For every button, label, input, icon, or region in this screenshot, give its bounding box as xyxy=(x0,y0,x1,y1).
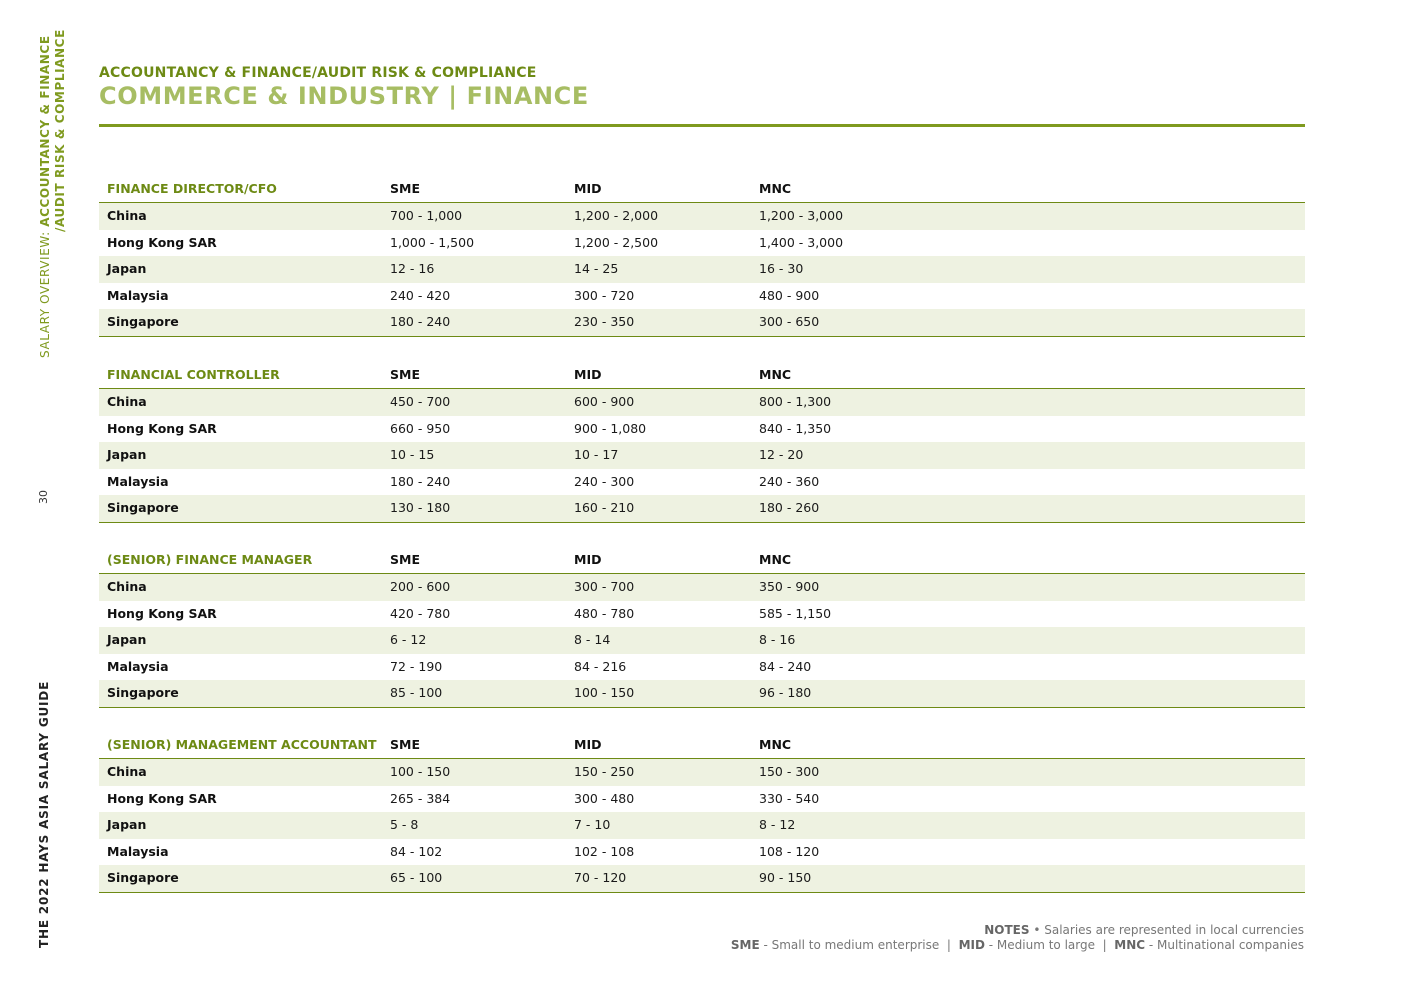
country-cell: Singapore xyxy=(107,870,179,885)
country-cell: China xyxy=(107,394,147,409)
salary-cell: 100 - 150 xyxy=(574,685,635,700)
notes-label: NOTES xyxy=(984,923,1030,937)
column-header: SME xyxy=(390,552,420,567)
salary-cell: 300 - 650 xyxy=(759,314,820,329)
salary-cell: 300 - 720 xyxy=(574,287,635,303)
salary-cell: 85 - 100 xyxy=(390,685,443,700)
country-cell: Singapore xyxy=(107,685,179,700)
salary-cell: 585 - 1,150 xyxy=(759,605,832,621)
column-header: MNC xyxy=(759,737,792,752)
salary-cell: 660 - 950 xyxy=(390,420,451,436)
salary-cell: 300 - 480 xyxy=(574,790,635,806)
salary-cell: 160 - 210 xyxy=(574,500,635,515)
salary-cell: 600 - 900 xyxy=(574,394,635,409)
salary-cell: 65 - 100 xyxy=(390,870,443,885)
salary-cell: 8 - 14 xyxy=(574,632,611,647)
salary-table xyxy=(99,732,1305,893)
table-row xyxy=(99,654,1305,681)
table-row xyxy=(99,256,1305,283)
page-header xyxy=(99,64,1305,127)
salary-cell: 84 - 102 xyxy=(390,843,443,859)
page-title: COMMERCE & INDUSTRY | FINANCE xyxy=(99,82,589,110)
salary-cell: 420 - 780 xyxy=(390,605,451,621)
salary-cell: 1,200 - 2,000 xyxy=(574,208,659,223)
salary-cell: 1,400 - 3,000 xyxy=(759,234,844,250)
salary-cell: 350 - 900 xyxy=(759,579,820,594)
salary-cell: 265 - 384 xyxy=(390,790,451,806)
salary-cell: 14 - 25 xyxy=(574,261,619,276)
sidebar-overview-topic-line2: /AUDIT RISK & COMPLIANCE xyxy=(53,29,67,232)
salary-cell: 240 - 360 xyxy=(759,473,820,489)
table-row xyxy=(99,309,1305,336)
column-header: SME xyxy=(390,367,420,382)
mnc-label: MNC xyxy=(1114,938,1146,952)
guide-title: THE 2022 HAYS ASIA SALARY GUIDE xyxy=(37,680,51,948)
notes xyxy=(731,923,1304,953)
salary-cell: 150 - 250 xyxy=(574,764,635,779)
table-header-row xyxy=(99,547,1305,574)
salary-cell: 240 - 300 xyxy=(574,473,635,489)
role-title: FINANCE DIRECTOR/CFO xyxy=(107,181,277,196)
country-cell: Hong Kong SAR xyxy=(107,605,217,621)
column-header: MID xyxy=(574,367,602,382)
table-row xyxy=(99,812,1305,839)
sme-label: SME xyxy=(730,938,760,952)
salary-cell: 90 - 150 xyxy=(759,870,812,885)
column-header: MID xyxy=(574,181,602,196)
salary-cell: 6 - 12 xyxy=(390,632,427,647)
salary-cell: 450 - 700 xyxy=(390,394,451,409)
country-cell: Hong Kong SAR xyxy=(107,234,217,250)
table-row xyxy=(99,230,1305,257)
table-header-row xyxy=(99,176,1305,203)
salary-cell: 7 - 10 xyxy=(574,817,611,832)
salary-cell: 330 - 540 xyxy=(759,790,820,806)
sidebar-section-title xyxy=(38,29,67,358)
salary-cell: 16 - 30 xyxy=(759,261,804,276)
table-header-row xyxy=(99,362,1305,389)
salary-cell: 180 - 240 xyxy=(390,314,451,329)
sme-text: - Small to medium enterprise | xyxy=(759,938,959,952)
sidebar-overview-topic: ACCOUNTANCY & FINANCE xyxy=(38,35,52,227)
column-header: MNC xyxy=(759,181,792,196)
salary-cell: 108 - 120 xyxy=(759,843,820,859)
country-cell: Hong Kong SAR xyxy=(107,420,217,436)
table-row xyxy=(99,627,1305,654)
column-header: MNC xyxy=(759,367,792,382)
salary-cell: 230 - 350 xyxy=(574,314,635,329)
salary-cell: 840 - 1,350 xyxy=(759,420,832,436)
mnc-text: - Multinational companies xyxy=(1145,938,1304,952)
table-row xyxy=(99,786,1305,813)
salary-cell: 480 - 780 xyxy=(574,605,635,621)
country-cell: Japan xyxy=(107,261,147,276)
salary-cell: 96 - 180 xyxy=(759,685,812,700)
table-row xyxy=(99,469,1305,496)
salary-table xyxy=(99,176,1305,337)
country-cell: China xyxy=(107,208,147,223)
country-cell: Japan xyxy=(107,632,147,647)
salary-cell: 480 - 900 xyxy=(759,287,820,303)
country-cell: Malaysia xyxy=(107,658,169,674)
salary-cell: 70 - 120 xyxy=(574,870,627,885)
country-cell: China xyxy=(107,579,147,594)
salary-cell: 700 - 1,000 xyxy=(390,208,463,223)
role-title: FINANCIAL CONTROLLER xyxy=(107,367,280,382)
sidebar-overview-label: SALARY OVERVIEW: xyxy=(38,226,52,358)
table-row xyxy=(99,389,1305,416)
salary-cell: 130 - 180 xyxy=(390,500,451,515)
table-header-row xyxy=(99,732,1305,759)
salary-cell: 180 - 240 xyxy=(390,473,451,489)
salary-table xyxy=(99,547,1305,708)
salary-cell: 72 - 190 xyxy=(390,658,443,674)
role-title: (SENIOR) FINANCE MANAGER xyxy=(107,552,313,567)
role-title: (SENIOR) MANAGEMENT ACCOUNTANT xyxy=(107,737,377,752)
column-header: SME xyxy=(390,181,420,196)
country-cell: Malaysia xyxy=(107,287,169,303)
country-cell: Malaysia xyxy=(107,473,169,489)
table-row xyxy=(99,759,1305,786)
column-header: MID xyxy=(574,552,602,567)
country-cell: China xyxy=(107,764,147,779)
salary-cell: 12 - 16 xyxy=(390,261,435,276)
column-header: MNC xyxy=(759,552,792,567)
table-row xyxy=(99,601,1305,628)
column-header: SME xyxy=(390,737,420,752)
salary-table xyxy=(99,362,1305,523)
table-row xyxy=(99,203,1305,230)
country-cell: Singapore xyxy=(107,500,179,515)
salary-cell: 150 - 300 xyxy=(759,764,820,779)
country-cell: Malaysia xyxy=(107,843,169,859)
salary-cell: 8 - 16 xyxy=(759,632,796,647)
notes-line-2 xyxy=(731,938,1304,953)
salary-cell: 102 - 108 xyxy=(574,843,635,859)
salary-cell: 10 - 17 xyxy=(574,447,619,462)
salary-cell: 100 - 150 xyxy=(390,764,451,779)
salary-cell: 300 - 700 xyxy=(574,579,635,594)
table-row xyxy=(99,574,1305,601)
mid-label: MID xyxy=(958,938,985,952)
salary-cell: 200 - 600 xyxy=(390,579,451,594)
table-row xyxy=(99,495,1305,522)
salary-cell: 84 - 216 xyxy=(574,658,627,674)
country-cell: Japan xyxy=(107,817,147,832)
country-cell: Hong Kong SAR xyxy=(107,790,217,806)
table-row xyxy=(99,839,1305,866)
table-row xyxy=(99,865,1305,892)
table-row xyxy=(99,680,1305,707)
salary-cell: 8 - 12 xyxy=(759,817,796,832)
notes-text: • Salaries are represented in local currencies xyxy=(1029,923,1304,937)
salary-cell: 1,000 - 1,500 xyxy=(390,234,475,250)
salary-cell: 800 - 1,300 xyxy=(759,394,832,409)
salary-cell: 84 - 240 xyxy=(759,658,812,674)
table-row xyxy=(99,416,1305,443)
table-row xyxy=(99,283,1305,310)
mid-text: - Medium to large | xyxy=(984,938,1115,952)
page-subtitle: ACCOUNTANCY & FINANCE/AUDIT RISK & COMPLIANCE xyxy=(99,65,537,81)
country-cell: Singapore xyxy=(107,314,179,329)
salary-cell: 240 - 420 xyxy=(390,287,451,303)
table-row xyxy=(99,442,1305,469)
salary-cell: 1,200 - 2,500 xyxy=(574,234,659,250)
salary-cell: 12 - 20 xyxy=(759,447,804,462)
salary-cell: 5 - 8 xyxy=(390,817,419,832)
page-number: 30 xyxy=(37,490,50,504)
salary-cell: 180 - 260 xyxy=(759,500,820,515)
salary-cell: 1,200 - 3,000 xyxy=(759,208,844,223)
notes-line-1 xyxy=(731,923,1304,938)
country-cell: Japan xyxy=(107,447,147,462)
salary-cell: 900 - 1,080 xyxy=(574,420,647,436)
salary-cell: 10 - 15 xyxy=(390,447,435,462)
column-header: MID xyxy=(574,737,602,752)
